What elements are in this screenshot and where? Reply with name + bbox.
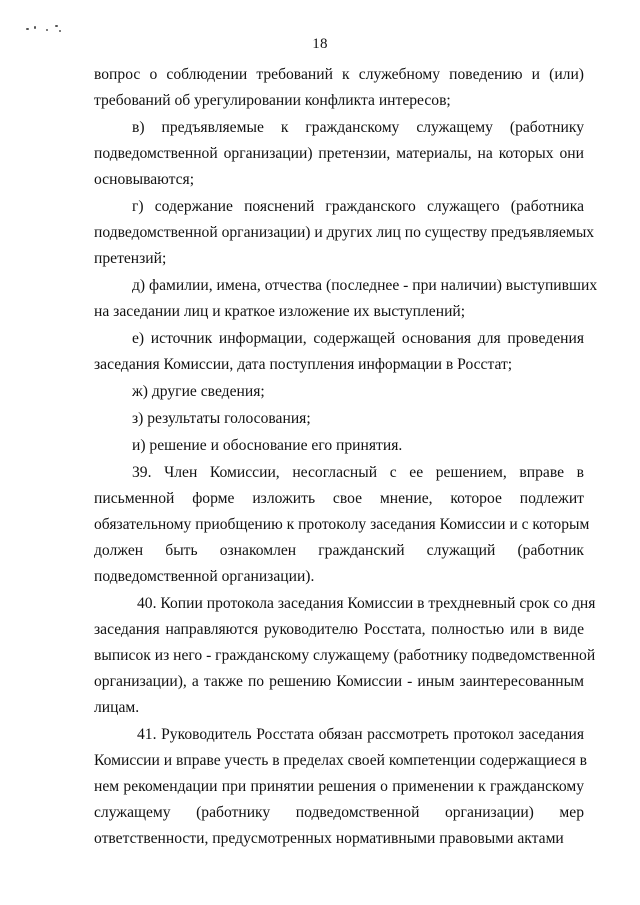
paragraph-p-40 — [94, 591, 596, 721]
text-line: заседания Комиссии, дата поступления информации в Росстат; — [94, 356, 513, 373]
page-number: 18 — [312, 36, 328, 52]
text-line: претензий; — [94, 250, 167, 267]
paragraph-p-41 — [94, 722, 587, 852]
text-line: письменной форме изложить свое мнение, которое подлежит — [94, 490, 584, 507]
text-line: ответственности, предусмотренных нормативными правовыми актами — [94, 830, 564, 847]
document-body — [94, 62, 598, 853]
text-line: 41. Руководитель Росстата обязан рассмотреть протокол заседания — [137, 726, 584, 743]
text-line: на заседании лиц и краткое изложение их выступлений; — [94, 303, 466, 320]
text-line: и) решение и обоснование его принятия. — [132, 437, 403, 454]
text-line: обязательному приобщению к протоколу заседания Комиссии и с которым — [94, 516, 590, 533]
text-line: заседания направляются руководителю Росстата, полностью или в виде — [94, 621, 584, 638]
text-line: нем рекомендации при принятии решения о применении к гражданскому — [94, 778, 584, 795]
paragraph-p-g — [94, 194, 595, 272]
text-line: лицам. — [94, 699, 140, 716]
text-line: 40. Копии протокола заседания Комиссии в трехдневный срок со дня — [137, 595, 596, 612]
paragraph-p-d — [94, 273, 598, 325]
text-line: подведомственной организации) и других лиц по существу предъявляемых — [94, 224, 595, 241]
paragraph-p-z — [94, 406, 584, 432]
text-line: вопрос о соблюдении требований к служебному поведению и (или) — [94, 66, 584, 83]
text-line: служащему (работнику подведомственной организации) мер — [94, 804, 584, 821]
text-line: Комиссии и вправе учесть в пределах своей компетенции содержащиеся в — [94, 752, 587, 769]
text-line: организации), а также по решению Комиссии - иным заинтересованным — [94, 673, 584, 690]
text-line: выписок из него - гражданскому служащему (работнику подведомственной — [94, 647, 596, 664]
text-line: подведомственной организации). — [94, 568, 315, 585]
text-line: д) фамилии, имена, отчества (последнее - при наличии) выступивших — [132, 277, 598, 294]
text-line: г) содержание пояснений гражданского служащего (работника — [132, 198, 584, 215]
paragraph-p-v — [94, 115, 584, 193]
scan-artifact — [26, 24, 66, 34]
text-line: в) предъявляемые к гражданскому служащему (работнику — [132, 119, 584, 136]
paragraph-p-e — [94, 326, 584, 378]
paragraph-p-zh — [94, 379, 584, 405]
text-line: ж) другие сведения; — [132, 383, 265, 400]
text-line: должен быть ознакомлен гражданский служащий (работник — [94, 542, 584, 559]
text-line: требований об урегулировании конфликта интересов; — [94, 92, 451, 109]
text-line: з) результаты голосования; — [132, 410, 311, 427]
text-line: 39. Член Комиссии, несогласный с ее решением, вправе в — [132, 464, 584, 481]
paragraph-p-cont — [94, 62, 584, 114]
text-line: подведомственной организации) претензии, материалы, на которых они — [94, 145, 584, 162]
paragraph-p-i — [94, 433, 584, 459]
paragraph-p-39 — [94, 460, 590, 590]
text-line: основываются; — [94, 171, 195, 188]
text-line: е) источник информации, содержащей основания для проведения — [132, 330, 584, 347]
